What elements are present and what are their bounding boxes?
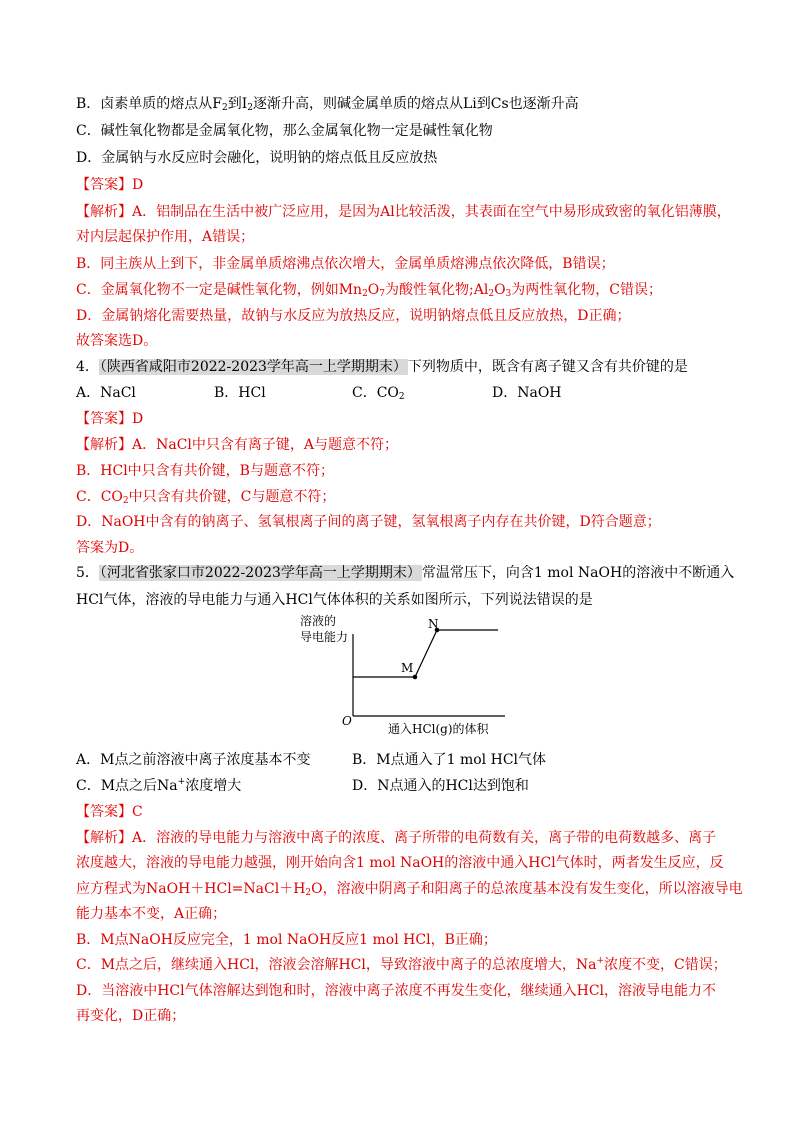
q5-stem-line2: HCl气体，溶液的导电能力与通入HCl气体体积的关系如图所示，下列说法错误的是: [76, 592, 593, 608]
q4-stem-text: 下列物质中，既含有离子键又含有共价键的是: [407, 359, 688, 375]
q3-analysis-line: D．金属钠熔化需要热量，故钠与水反应为放热反应，说明钠熔点低且反应放热，D正确；: [76, 308, 631, 324]
q5-analysis-line: 【解析】A．溶液的导电能力与溶液中离子的浓度、离子所带的电荷数有关，离子带的电荷数越多、离子: [76, 830, 717, 846]
q3-analysis-line: B．同主族从上到下，非金属单质熔沸点依次增大，金属单质熔沸点依次降低，B错误；: [76, 256, 615, 272]
q5-stem-text: 常温常压下，向含1 mol NaOH的溶液中不断通入: [421, 565, 735, 581]
q5-analysis-line: B．M点NaOH反应完全，1 mol NaOH反应1 mol HCl，B正确；: [76, 932, 497, 948]
q4-stem: [76, 357, 688, 377]
q3-analysis-line: 【解析】A．铝制品在生活中被广泛应用，是因为Al比较活泼，其表面在空气中易形成致密的氧化铝薄膜，: [76, 204, 731, 220]
q5-option-c: C．M点之后Na+浓度增大: [76, 777, 242, 794]
chart-ylabel-line1: 溶液的: [300, 614, 337, 628]
q4-option-d: D．NaOH: [492, 385, 562, 401]
q5-analysis-line: 能力基本不变，A正确；: [76, 906, 227, 922]
q5-stem: [76, 563, 734, 583]
q5-analysis-line: 浓度越大，溶液的导电能力越强，刚开始向含1 mol NaOH的溶液中通入HCl气体时，两者发生反应，反: [76, 855, 724, 871]
conductivity-chart: [290, 612, 520, 744]
chart-series-line: [353, 630, 498, 677]
q4-option-a: A．NaCl: [76, 385, 136, 401]
q5-answer: 【答案】C: [76, 804, 143, 820]
chart-label-n: N: [428, 617, 439, 631]
chart-ylabel-line2: 导电能力: [300, 630, 349, 644]
chart-label-m: M: [401, 661, 414, 675]
q4-analysis-line: C．$CO_2$中只含有共价键，C与题意不符；: [76, 489, 336, 506]
q3-option-b: B．卤素单质的熔点从$F_2$到$I_2$逐渐升高，则碱金属单质的熔点从Li到Cs也逐渐升高: [76, 96, 579, 113]
chart-xlabel: 通入HCl(g)的体积: [388, 722, 489, 736]
q4-number: 4．: [76, 359, 99, 375]
q3-option-d: D．金属钠与水反应时会融化，说明钠的熔点低且反应放热: [76, 150, 438, 166]
q4-option-c: C．$CO_2$: [352, 385, 405, 402]
q4-analysis-line: 答案为D。: [76, 540, 144, 556]
q3-answer: 【答案】D: [76, 177, 144, 193]
chart-point-m: [413, 675, 418, 680]
q4-option-b: B．HCl: [214, 385, 266, 401]
q5-source-tag: （河北省张家口市2022-2023学年高一上学期期末）: [99, 565, 421, 581]
q5-option-d: D．N点通入的HCl达到饱和: [352, 778, 529, 794]
q5-option-a: A．M点之前溶液中离子浓度基本不变: [76, 752, 311, 768]
q5-analysis-line: C．M点之后，继续通入HCl，溶液会溶解HCl，导致溶液中离子的总浓度增大，Na+浓度不变，C错误；: [76, 956, 727, 973]
q3-analysis-line: C．金属氧化物不一定是碱性氧化物，例如$Mn_2O_7$为酸性氧化物$;Al_2O_3$为两性氧化物，C错误；: [76, 282, 662, 299]
q3-analysis-line: 对内层起保护作用，A错误；: [76, 229, 255, 245]
q3-option-c: C．碱性氧化物都是金属氧化物，那么金属氧化物一定是碱性氧化物: [76, 123, 493, 139]
q4-answer: 【答案】D: [76, 411, 144, 427]
q5-number: 5．: [76, 565, 99, 581]
q4-analysis-line: D．NaOH中含有的钠离子、氢氧根离子间的离子键，氢氧根离子内存在共价键，D符合题意；: [76, 514, 661, 530]
chart-origin-label: O: [342, 714, 352, 728]
q4-analysis-line: 【解析】A．NaCl中只含有离子键，A与题意不符；: [76, 437, 399, 453]
q3-analysis-line: 故答案选D。: [76, 333, 158, 349]
q5-analysis-line: 应方程式为$NaOH+HCl=NaCl+H_2O$，溶液中阴离子和阳离子的总浓度基本没有发生变化，所以溶液导电: [76, 881, 743, 898]
q4-analysis-line: B．HCl中只含有共价键，B与题意不符；: [76, 463, 334, 479]
q5-option-b: B．M点通入了1 mol HCl气体: [352, 752, 547, 768]
q5-analysis-line: 再变化，D正确；: [76, 1008, 186, 1024]
q5-analysis-line: D．当溶液中HCl气体溶解达到饱和时，溶液中离子浓度不再发生变化，继续通入HCl，溶液导电能力不: [76, 983, 717, 999]
q4-source-tag: （陕西省咸阳市2022-2023学年高一上学期期末）: [99, 359, 407, 375]
